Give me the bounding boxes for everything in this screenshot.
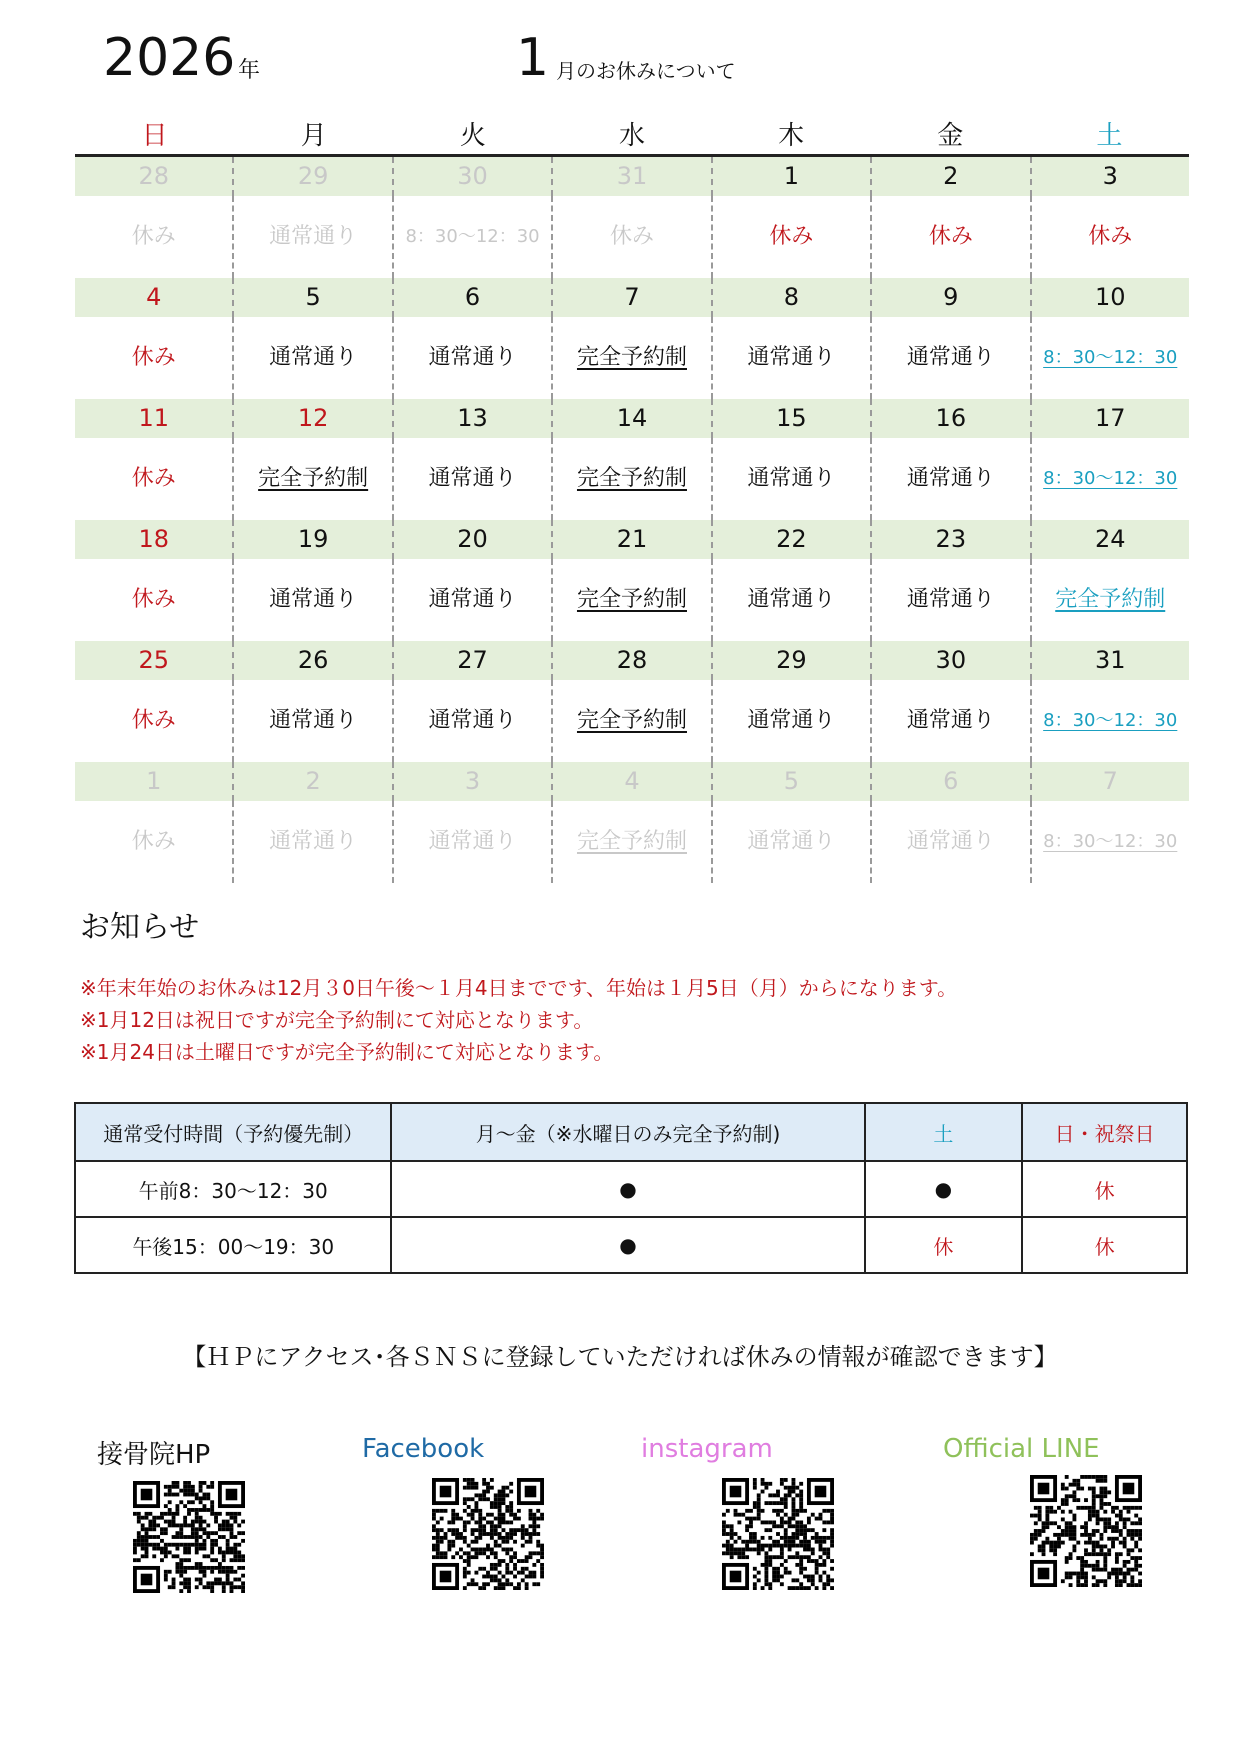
day-status: 完全予約制 — [1030, 559, 1189, 641]
day-number: 3 — [392, 762, 551, 801]
day-status: 完全予約制 — [551, 438, 710, 520]
day-number: 31 — [551, 157, 710, 196]
date-row — [75, 641, 1189, 680]
day-status: 完全予約制 — [551, 801, 710, 883]
day-status: 通常通り — [232, 559, 391, 641]
weekday-label: 水 — [618, 121, 645, 151]
day-status: 通常通り — [392, 801, 551, 883]
date-row — [75, 399, 1189, 438]
day-number: 13 — [392, 399, 551, 438]
status-row — [75, 559, 1189, 641]
hours-time: 午後15：00～19：30 — [75, 1217, 391, 1273]
hours-weekday-cell: ● — [391, 1161, 864, 1217]
day-status: 8：30～12：30 — [1030, 317, 1189, 399]
weekday-label: 日 — [141, 121, 168, 151]
weekday-label: 金 — [937, 121, 964, 151]
day-status: 完全予約制 — [232, 438, 391, 520]
qr-code-facebook-icon[interactable] — [432, 1478, 544, 1590]
day-number: 29 — [232, 157, 391, 196]
hours-saturday-cell: ● — [865, 1161, 1023, 1217]
date-row — [75, 278, 1189, 317]
day-status: 通常通り — [711, 801, 870, 883]
day-number: 5 — [232, 278, 391, 317]
calendar-week — [75, 157, 1189, 278]
sns-note: 【ＨＰにアクセス･各ＳＮＳに登録していただければ休みの情報が確認できます】 — [182, 1343, 1058, 1371]
day-number: 31 — [1030, 641, 1189, 680]
day-number: 4 — [551, 762, 710, 801]
link-label-facebook[interactable]: Facebook — [362, 1434, 485, 1464]
day-number: 6 — [870, 762, 1029, 801]
link-label-instagram[interactable]: instagram — [641, 1434, 773, 1464]
calendar-week — [75, 641, 1189, 762]
day-number: 26 — [232, 641, 391, 680]
day-number: 17 — [1030, 399, 1189, 438]
day-number: 21 — [551, 520, 710, 559]
day-status: 完全予約制 — [551, 680, 710, 762]
notice-line: ※年末年始のお休みは12月３0日午後～１月4日までです、年始は１月5日（月）からになります。 — [80, 976, 958, 1000]
day-status: 通常通り — [232, 317, 391, 399]
hours-saturday-cell: 休 — [865, 1217, 1023, 1273]
day-status: 8：30～12：30 — [392, 196, 551, 278]
notice-line: ※1月24日は土曜日ですが完全予約制にて対応となります。 — [80, 1040, 614, 1064]
calendar-week — [75, 520, 1189, 641]
day-number: 7 — [551, 278, 710, 317]
day-number: 28 — [138, 162, 169, 190]
day-status: 通常通り — [870, 559, 1029, 641]
day-number: 18 — [138, 525, 169, 553]
day-status: 通常通り — [392, 438, 551, 520]
weekday-header — [75, 118, 1189, 154]
day-status: 休み — [131, 587, 176, 612]
hours-table-header — [75, 1103, 1187, 1161]
day-number: 1 — [146, 767, 162, 795]
qr-code-line-icon[interactable] — [1030, 1475, 1142, 1587]
day-number: 29 — [711, 641, 870, 680]
hours-time: 午前8：30～12：30 — [75, 1161, 391, 1217]
day-status: 通常通り — [711, 317, 870, 399]
weekday-label: 土 — [1096, 121, 1123, 151]
table-row — [75, 1217, 1187, 1273]
table-row — [75, 1161, 1187, 1217]
day-number: 20 — [392, 520, 551, 559]
day-status: 休み — [131, 224, 176, 249]
day-number: 15 — [711, 399, 870, 438]
status-row — [75, 680, 1189, 762]
calendar-week — [75, 762, 1189, 883]
day-status: 休み — [870, 196, 1029, 278]
weekday-label: 木 — [778, 121, 805, 151]
qr-code-instagram-icon[interactable] — [722, 1478, 834, 1590]
calendar-week — [75, 278, 1189, 399]
link-label-line[interactable]: Official LINE — [943, 1434, 1100, 1464]
hours-weekday-cell: ● — [391, 1217, 864, 1273]
day-status: 通常通り — [711, 680, 870, 762]
day-status: 通常通り — [870, 317, 1029, 399]
day-status: 通常通り — [711, 559, 870, 641]
day-number: 16 — [870, 399, 1029, 438]
status-row — [75, 438, 1189, 520]
page-title: 月のお休みについて — [556, 59, 736, 83]
date-row — [75, 520, 1189, 559]
day-status: 通常通り — [392, 559, 551, 641]
day-number: 12 — [232, 399, 391, 438]
day-number: 6 — [392, 278, 551, 317]
hours-header-time: 通常受付時間（予約優先制） — [75, 1103, 391, 1161]
notice-line: ※1月12日は祝日ですが完全予約制にて対応となります。 — [80, 1008, 594, 1032]
hours-holiday-cell: 休 — [1022, 1161, 1187, 1217]
day-status: 通常通り — [870, 801, 1029, 883]
day-status: 休み — [711, 196, 870, 278]
day-status: 通常通り — [870, 680, 1029, 762]
day-number: 8 — [711, 278, 870, 317]
day-status: 完全予約制 — [551, 559, 710, 641]
hours-header-saturday: 土 — [865, 1103, 1023, 1161]
day-number: 19 — [232, 520, 391, 559]
day-number: 3 — [1030, 157, 1189, 196]
day-status: 通常通り — [870, 438, 1029, 520]
day-number: 14 — [551, 399, 710, 438]
day-number: 22 — [711, 520, 870, 559]
day-number: 24 — [1030, 520, 1189, 559]
day-number: 10 — [1030, 278, 1189, 317]
day-status: 通常通り — [392, 317, 551, 399]
day-number: 28 — [551, 641, 710, 680]
day-status: 通常通り — [232, 196, 391, 278]
day-status: 完全予約制 — [551, 317, 710, 399]
day-number: 7 — [1030, 762, 1189, 801]
day-status: 休み — [131, 345, 176, 370]
day-number: 2 — [232, 762, 391, 801]
weekday-label: 火 — [459, 121, 486, 151]
day-number: 30 — [870, 641, 1029, 680]
day-status: 休み — [131, 829, 176, 854]
calendar-week — [75, 399, 1189, 520]
day-status: 休み — [551, 196, 710, 278]
day-status: 休み — [131, 466, 176, 491]
notice-title: お知らせ — [80, 910, 200, 945]
day-number: 25 — [138, 646, 169, 674]
day-status: 休み — [131, 708, 176, 733]
hours-header-holiday: 日・祝祭日 — [1022, 1103, 1187, 1161]
day-number: 2 — [870, 157, 1029, 196]
day-number: 4 — [146, 283, 162, 311]
weekday-label: 月 — [300, 121, 327, 151]
day-number: 30 — [392, 157, 551, 196]
qr-code-hp-icon[interactable] — [133, 1481, 245, 1593]
day-number: 1 — [711, 157, 870, 196]
day-number: 9 — [870, 278, 1029, 317]
day-status: 8：30～12：30 — [1030, 438, 1189, 520]
date-row — [75, 157, 1189, 196]
year-suffix: 年 — [238, 58, 261, 83]
day-status: 通常通り — [711, 438, 870, 520]
hours-header-weekday: 月～金（※水曜日のみ完全予約制) — [391, 1103, 864, 1161]
day-status: 通常通り — [232, 801, 391, 883]
date-row — [75, 762, 1189, 801]
day-status: 休み — [1030, 196, 1189, 278]
status-row — [75, 317, 1189, 399]
calendar-grid — [75, 157, 1189, 883]
day-status: 8：30～12：30 — [1030, 680, 1189, 762]
day-status: 8：30～12：30 — [1030, 801, 1189, 883]
day-number: 5 — [711, 762, 870, 801]
hours-table — [74, 1102, 1188, 1274]
day-number: 11 — [138, 404, 169, 432]
day-number: 23 — [870, 520, 1029, 559]
year: 2026 — [103, 28, 236, 88]
hours-holiday-cell: 休 — [1022, 1217, 1187, 1273]
day-status: 通常通り — [392, 680, 551, 762]
month: 1 — [516, 28, 550, 88]
day-status: 通常通り — [232, 680, 391, 762]
day-number: 27 — [392, 641, 551, 680]
status-row — [75, 196, 1189, 278]
status-row — [75, 801, 1189, 883]
link-label-hp[interactable]: 接骨院HP — [97, 1440, 211, 1470]
